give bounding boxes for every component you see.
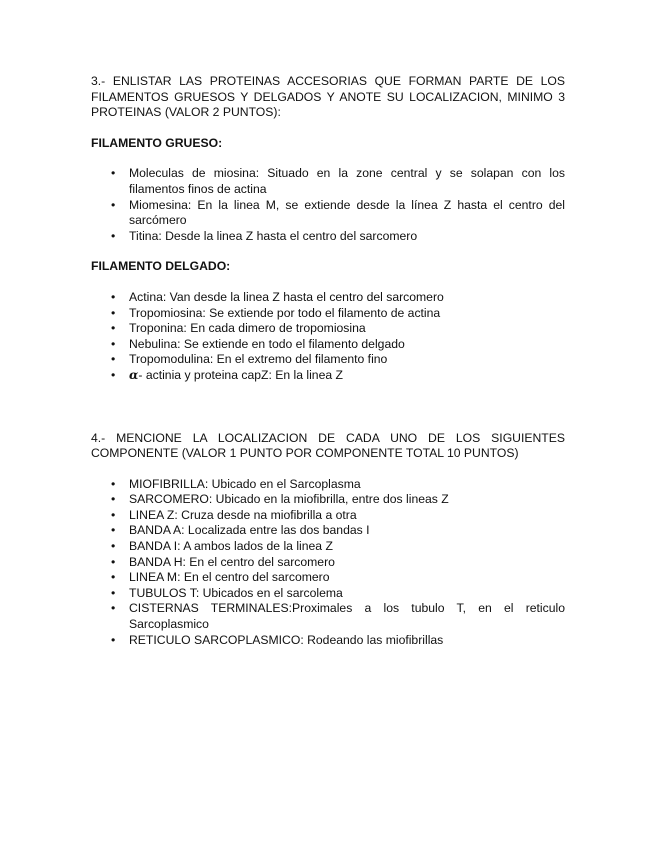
list-item: • Tropomodulina: En el extremo del filamento fino: [111, 352, 388, 367]
list-item: • Miomesina: En la linea M, se extiende desde la línea Z hasta el centro del sarcómero: [111, 197, 565, 228]
list-item: • LINEA Z: Cruza desde na miofibrilla a otra: [111, 507, 357, 522]
thin-filament-list: [91, 290, 565, 384]
list-item: • Nebulina: Se extiende en todo el filamento delgado: [111, 336, 405, 351]
bullet-icon: •: [111, 601, 116, 616]
list-item: • MIOFIBRILLA: Ubicado en el Sarcoplasma: [111, 476, 361, 491]
bullet-icon: •: [111, 523, 116, 538]
bullet-icon: •: [111, 228, 116, 243]
bullet-icon: •: [111, 352, 116, 367]
question-3-prompt: 3.- ENLISTAR LAS PROTEINAS ACCESORIAS QUE FORMAN PARTE DE LOS FILAMENTOS GRUESOS Y DELGADOS Y ANOTE SU LOCALIZACION, MINIMO 3 PROTEINAS (VALOR 2 PUNTOS):: [91, 74, 565, 120]
bullet-icon: •: [111, 554, 116, 569]
bullet-icon: •: [111, 476, 116, 491]
list-item: • Titina: Desde la linea Z hasta el centro del sarcomero: [111, 228, 418, 243]
bullet-icon: •: [111, 539, 116, 554]
list-item: • SARCOMERO: Ubicado en la miofibrilla, entre dos lineas Z: [111, 492, 449, 507]
list-item: • BANDA A: Localizada entre las dos bandas I: [111, 523, 370, 538]
bullet-icon: •: [111, 197, 116, 212]
bullet-icon: •: [111, 585, 116, 600]
bullet-icon: •: [111, 166, 116, 181]
list-item: • Actina: Van desde la linea Z hasta el centro del sarcomero: [111, 289, 444, 304]
bullet-icon: •: [111, 507, 116, 522]
thin-filament-heading: FILAMENTO DELGADO:: [91, 259, 231, 274]
bullet-icon: •: [111, 305, 116, 320]
list-item: • α- actinia y proteina capZ: En la linea Z: [111, 367, 343, 382]
list-item: • Tropomiosina: Se extiende por todo el filamento de actina: [111, 305, 441, 320]
bullet-icon: •: [111, 321, 116, 336]
list-item: • CISTERNAS TERMINALES:Proximales a los tubulo T, en el reticulo Sarcoplasmico: [111, 601, 565, 632]
thick-filament-heading: FILAMENTO GRUESO:: [91, 135, 223, 150]
bullet-icon: •: [111, 570, 116, 585]
components-list: [91, 477, 565, 649]
list-item: • Moleculas de miosina: Situado en la zone central y se solapan con los filamentos finos de actina: [111, 166, 565, 196]
document-page: [91, 74, 565, 648]
bullet-icon: •: [111, 492, 116, 507]
thick-filament-list: [91, 166, 565, 244]
list-item: • BANDA H: En el centro del sarcomero: [111, 554, 335, 569]
list-item: • LINEA M: En el centro del sarcomero: [111, 570, 330, 585]
bullet-icon: •: [111, 367, 116, 382]
bullet-icon: •: [111, 632, 116, 647]
list-item: • RETICULO SARCOPLASMICO: Rodeando las miofibrillas: [111, 632, 444, 647]
list-item: • TUBULOS T: Ubicados en el sarcolema: [111, 585, 343, 600]
list-item: • Troponina: En cada dimero de tropomiosina: [111, 321, 366, 336]
bullet-icon: •: [111, 289, 116, 304]
list-item: • BANDA I: A ambos lados de la linea Z: [111, 539, 333, 554]
bullet-icon: •: [111, 336, 116, 351]
alpha-symbol: α: [129, 367, 139, 382]
question-4-prompt: 4.- MENCIONE LA LOCALIZACION DE CADA UNO DE LOS SIGUIENTES COMPONENTE (VALOR 1 PUNTO POR COMPONENTE TOTAL 10 PUNTOS): [91, 430, 565, 461]
